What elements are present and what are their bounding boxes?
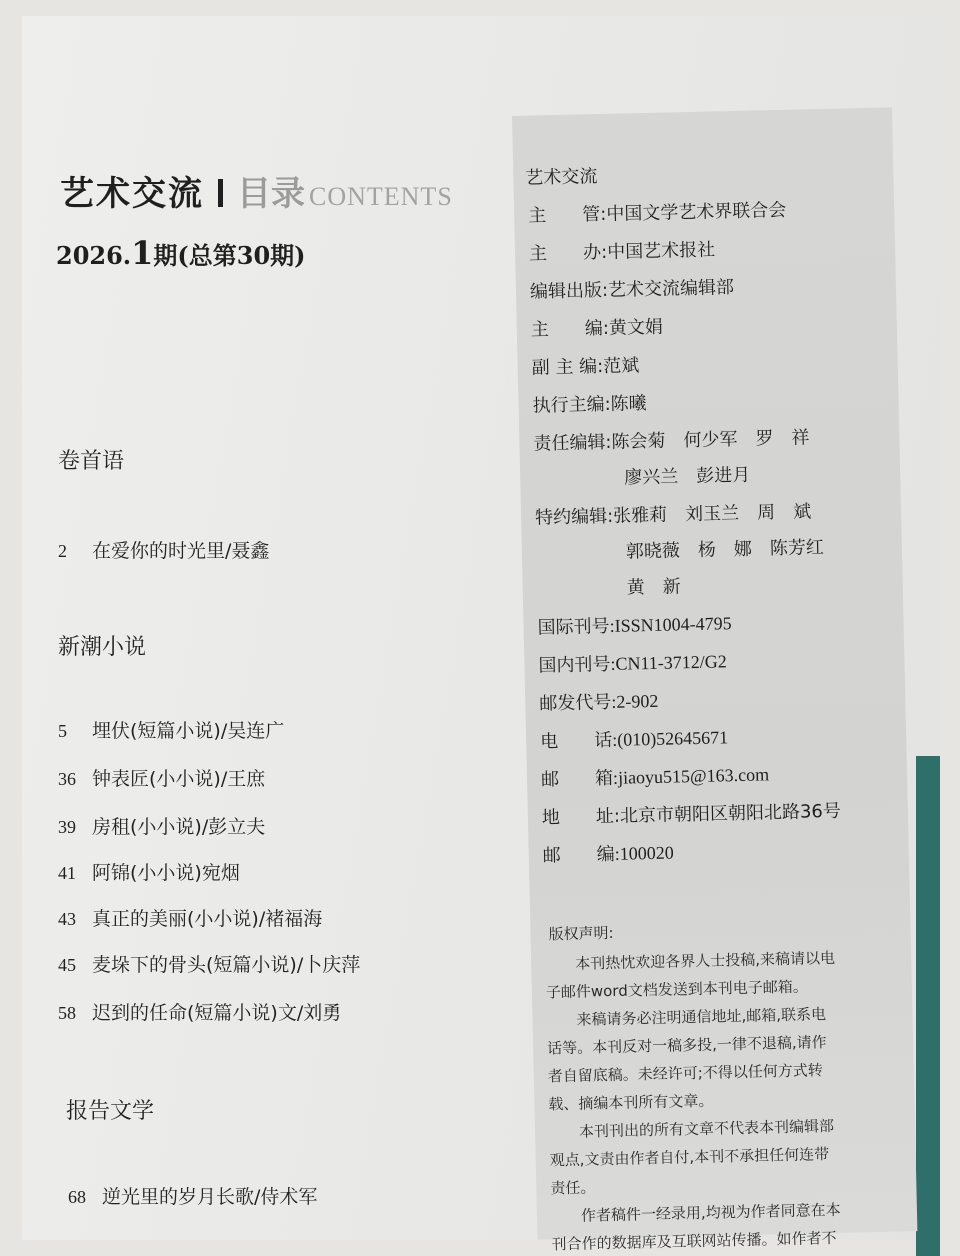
section-heading: 报告文学 — [66, 1099, 155, 1124]
masthead-panel — [512, 107, 917, 1254]
toc-entry[interactable]: 39 房租(小小说)/彭立夫 — [58, 816, 266, 838]
masthead-row: 主 办:中国艺术报社 — [528, 239, 716, 265]
masthead-row: 国际刊号:ISSN1004-4795 — [537, 613, 732, 638]
masthead-row: 责任编辑:陈会菊 何少军 罗 祥 — [533, 427, 810, 455]
toc-entry[interactable]: 2 在爱你的时光里/聂鑫 — [58, 540, 270, 562]
masthead-email-row[interactable]: 邮 箱:jiaoyu515@163.com — [540, 764, 770, 790]
back-cover-edge — [916, 756, 940, 1256]
toc-entry[interactable]: 45 麦垛下的骨头(短篇小说)/卜庆萍 — [58, 954, 361, 976]
copyright-line: 者自留底稿。未经许可;不得以任何方式转 — [547, 1061, 823, 1086]
title-divider — [218, 179, 223, 207]
toc-entry[interactable]: 43 真正的美丽(小小说)/褚福海 — [58, 908, 323, 930]
masthead-row: 地 址:北京市朝阳区朝阳北路36号 — [541, 800, 842, 829]
masthead-row: 黄 新 — [626, 576, 681, 599]
toc-entry[interactable]: 58 迟到的任命(短篇小说)文/刘勇 — [58, 1002, 342, 1024]
masthead-row: 邮发代号:2-902 — [539, 690, 659, 714]
copyright-line: 来稿请务必注明通信地址,邮箱,联系电 — [546, 1005, 827, 1030]
copyright-line: 作者稿件一经录用,均视为作者同意在本 — [550, 1200, 841, 1226]
magazine-title: 艺术交流 — [60, 174, 204, 214]
masthead-title: 艺术交流 — [525, 166, 598, 189]
masthead-row: 特约编辑:张雅莉 刘玉兰 周 斌 — [534, 501, 812, 529]
magazine-page — [22, 16, 940, 1254]
section-heading: 卷首语 — [58, 449, 125, 474]
contents-label: CONTENTS — [309, 182, 453, 211]
masthead-row: 廖兴兰 彭进月 — [624, 464, 751, 489]
copyright-line: 刊合作的数据库及互联网站传播。如作者不 — [551, 1228, 837, 1254]
copyright-line: 本刊热忱欢迎各界人士投稿,来稿请以电 — [545, 948, 836, 974]
masthead-row: 执行主编:陈曦 — [532, 393, 647, 417]
toc-title — [60, 166, 453, 215]
copyright-line: 话等。本刊反对一稿多投,一律不退稿,请作 — [546, 1033, 827, 1058]
copyright-line: 本刊刊出的所有文章不代表本刊编辑部 — [548, 1116, 835, 1142]
copyright-heading: 版权声明: — [548, 923, 614, 944]
copyright-line: 载、摘编本刊所有文章。 — [548, 1091, 714, 1114]
section-heading: 新潮小说 — [58, 635, 147, 660]
issue-info: 2026.1期(总第30期) — [56, 234, 306, 272]
copyright-line: 责任。 — [550, 1178, 596, 1198]
masthead-row: 主 管:中国文学艺术界联合会 — [528, 199, 787, 227]
masthead-row: 电 话:(010)52645671 — [539, 727, 729, 752]
masthead-row: 邮 编:100020 — [542, 842, 674, 866]
toc-entry[interactable]: 68 逆光里的岁月长歌/侍术军 — [68, 1186, 318, 1208]
masthead-row: 国内刊号:CN11-3712/G2 — [538, 651, 728, 676]
toc-entry[interactable]: 5 埋伏(短篇小说)/吴连广 — [58, 720, 285, 742]
masthead-row: 主 编:黄文娟 — [530, 316, 664, 341]
masthead-row: 编辑出版:艺术交流编辑部 — [529, 277, 735, 303]
masthead-row: 副 主 编:范斌 — [531, 355, 640, 379]
copyright-line: 观点,文责由作者自付,本刊不承担任何连带 — [549, 1145, 830, 1170]
copyright-line: 子邮件word文档发送到本刊电子邮箱。 — [545, 977, 808, 1002]
toc-entry[interactable]: 41 阿锦(小小说)宛烟 — [58, 862, 240, 884]
masthead-row: 郭晓薇 杨 娜 陈芳红 — [625, 537, 825, 563]
toc-label: 目录 — [237, 174, 305, 214]
toc-entry[interactable]: 36 钟表匠(小小说)/王庶 — [58, 768, 266, 790]
